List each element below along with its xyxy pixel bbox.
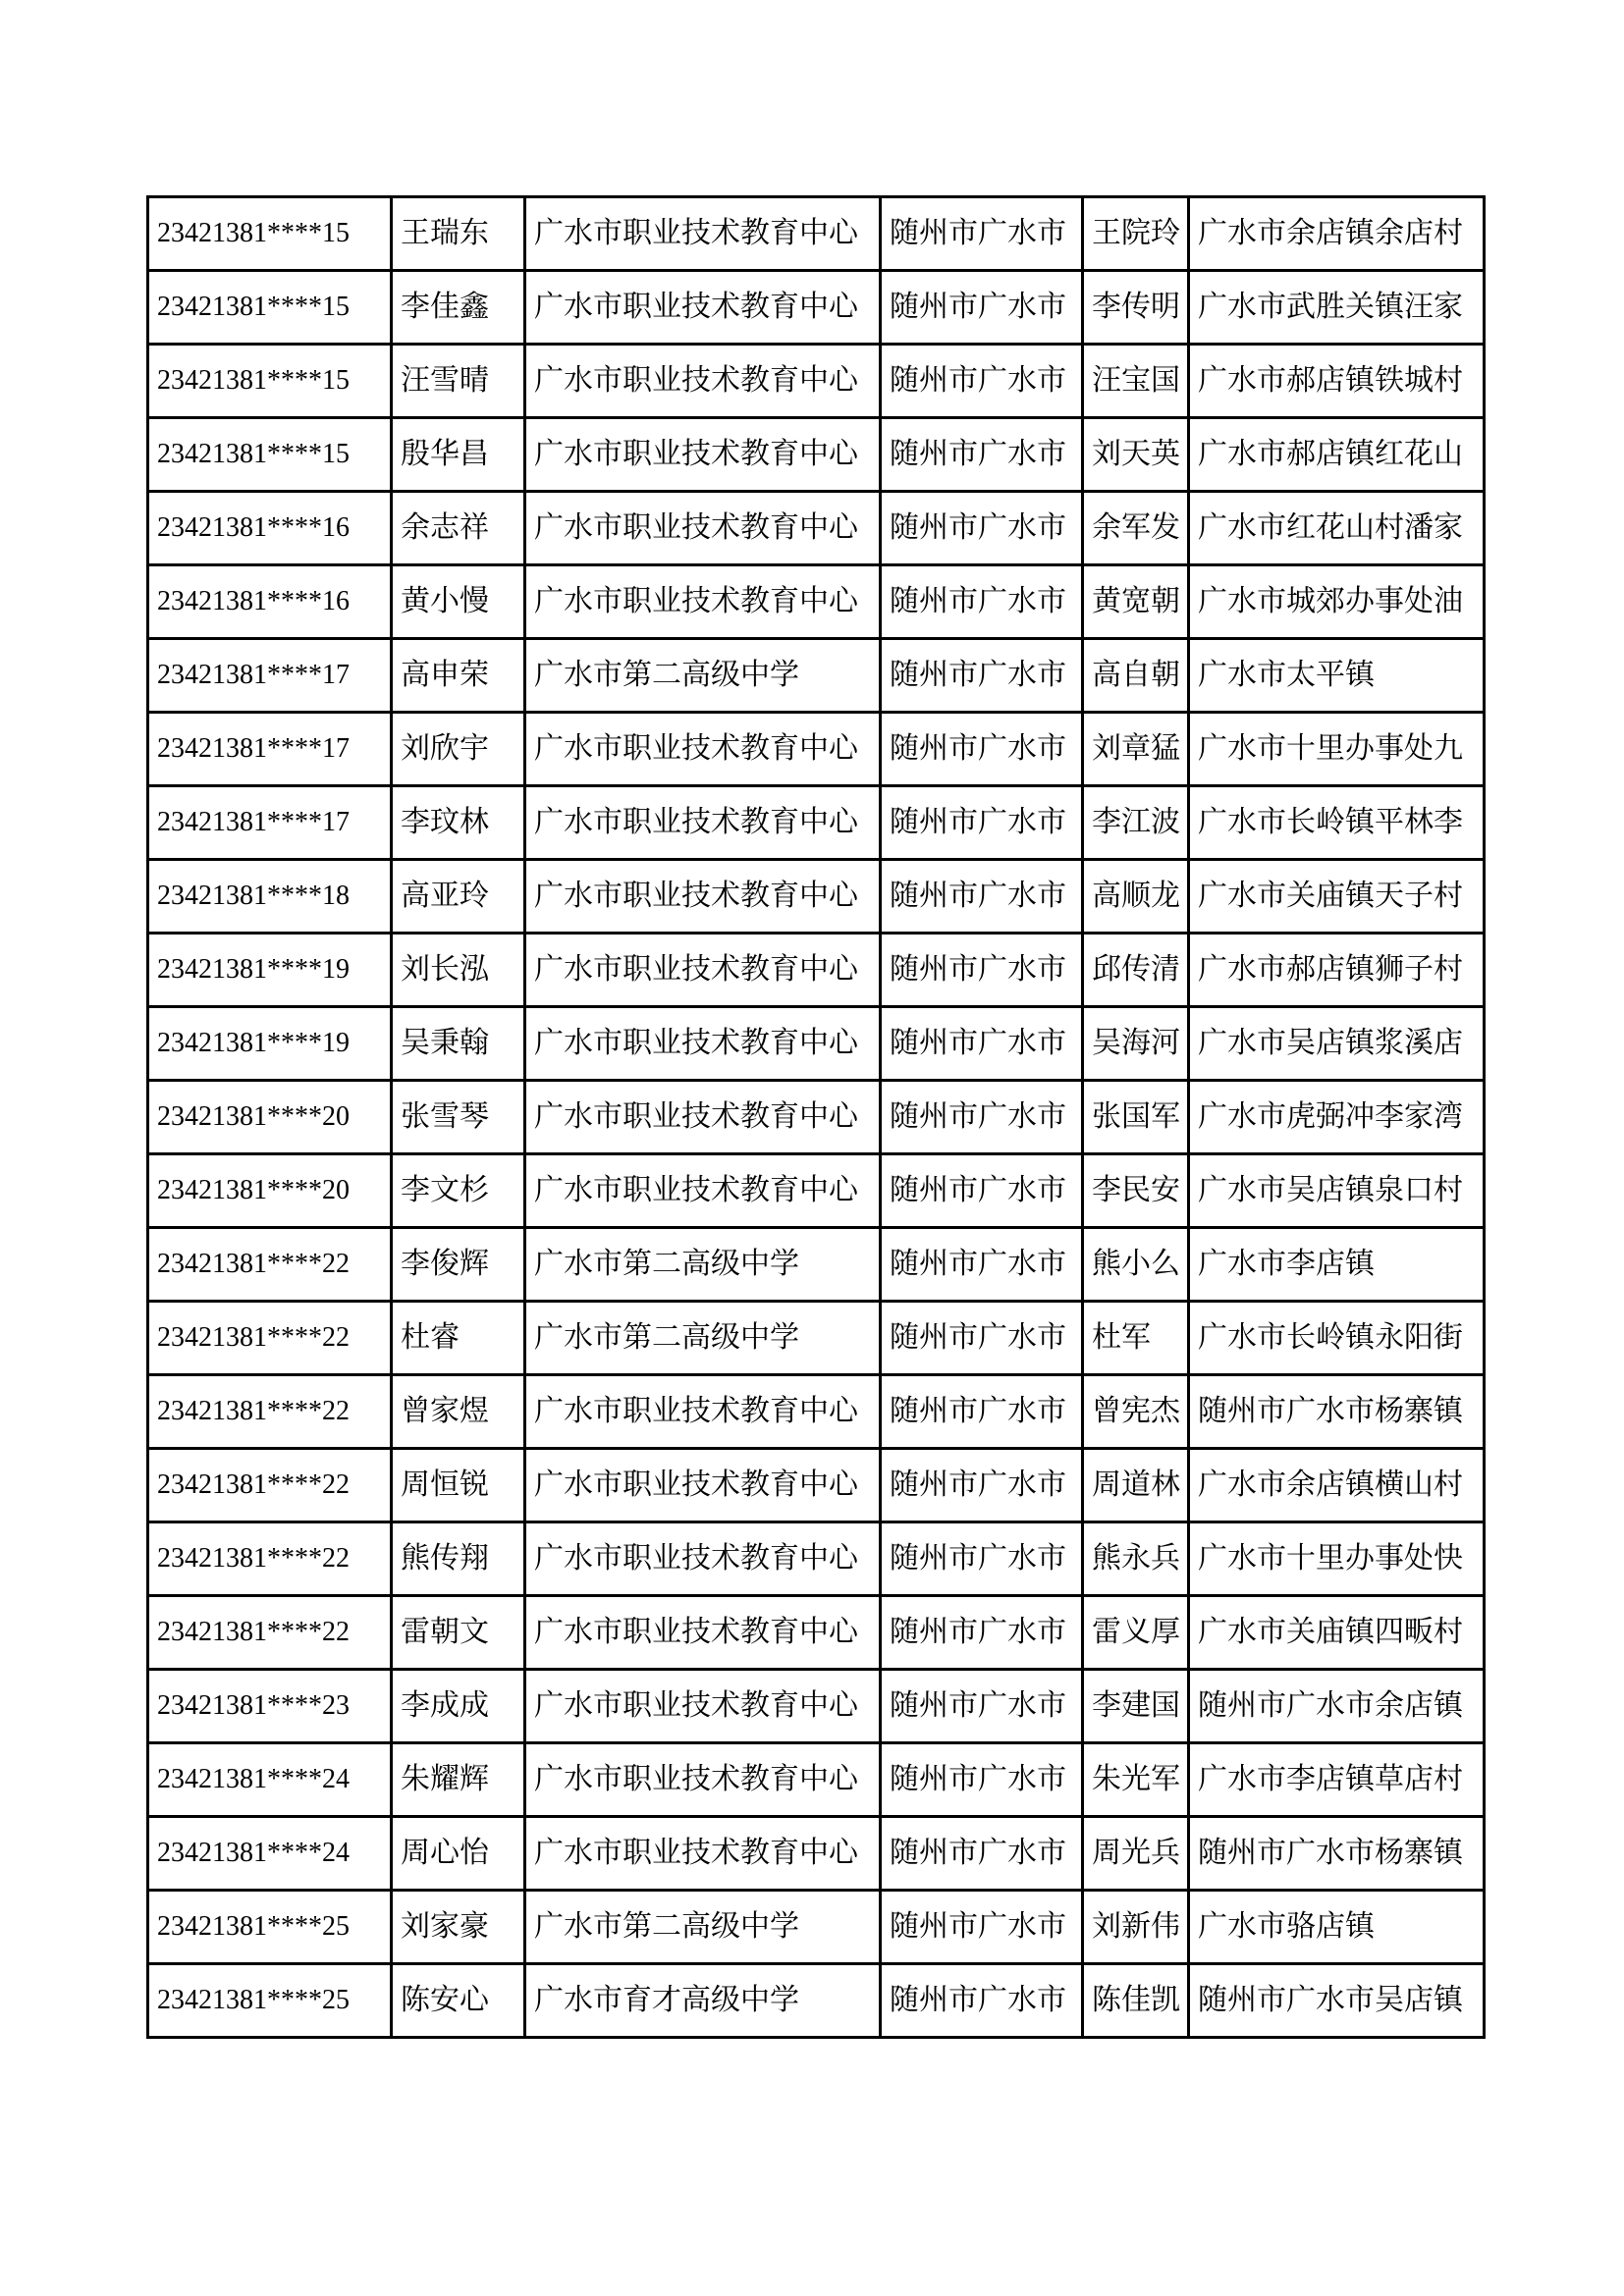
student-name-cell: 李文杉 — [392, 1154, 525, 1228]
table-row — [148, 1670, 1485, 1743]
table-row — [148, 1964, 1485, 2038]
school-cell: 广水市职业技术教育中心 — [525, 197, 881, 271]
student-name-cell: 黄小慢 — [392, 565, 525, 639]
parent-name-cell: 陈佳凯 — [1083, 1964, 1189, 2038]
table-row — [148, 639, 1485, 713]
school-cell: 广水市职业技术教育中心 — [525, 1670, 881, 1743]
id-cell: 23421381****20 — [148, 1154, 392, 1228]
table-row — [148, 1375, 1485, 1449]
table-row — [148, 1449, 1485, 1522]
region-cell: 随州市广水市 — [881, 1670, 1083, 1743]
parent-name-cell: 周光兵 — [1083, 1817, 1189, 1891]
address-cell: 广水市虎弼冲李家湾 — [1189, 1081, 1485, 1154]
school-cell: 广水市职业技术教育中心 — [525, 271, 881, 345]
address-cell: 广水市吴店镇泉口村 — [1189, 1154, 1485, 1228]
school-cell: 广水市职业技术教育中心 — [525, 1375, 881, 1449]
table-row — [148, 345, 1485, 418]
address-cell: 广水市十里办事处快 — [1189, 1522, 1485, 1596]
parent-name-cell: 刘章猛 — [1083, 713, 1189, 786]
id-cell: 23421381****25 — [148, 1891, 392, 1964]
parent-name-cell: 余军发 — [1083, 492, 1189, 565]
address-cell: 广水市长岭镇永阳街 — [1189, 1302, 1485, 1375]
region-cell: 随州市广水市 — [881, 639, 1083, 713]
school-cell: 广水市第二高级中学 — [525, 1891, 881, 1964]
student-name-cell: 王瑞东 — [392, 197, 525, 271]
address-cell: 广水市李店镇草店村 — [1189, 1743, 1485, 1817]
id-cell: 23421381****17 — [148, 786, 392, 860]
id-cell: 23421381****24 — [148, 1817, 392, 1891]
region-cell: 随州市广水市 — [881, 492, 1083, 565]
id-cell: 23421381****22 — [148, 1596, 392, 1670]
table-row — [148, 197, 1485, 271]
parent-name-cell: 邱传清 — [1083, 934, 1189, 1007]
table-row — [148, 860, 1485, 934]
address-cell: 随州市广水市余店镇 — [1189, 1670, 1485, 1743]
table-row — [148, 1007, 1485, 1081]
region-cell: 随州市广水市 — [881, 1596, 1083, 1670]
student-name-cell: 高亚玲 — [392, 860, 525, 934]
region-cell: 随州市广水市 — [881, 1817, 1083, 1891]
id-cell: 23421381****20 — [148, 1081, 392, 1154]
table-row — [148, 934, 1485, 1007]
region-cell: 随州市广水市 — [881, 345, 1083, 418]
parent-name-cell: 吴海河 — [1083, 1007, 1189, 1081]
parent-name-cell: 汪宝国 — [1083, 345, 1189, 418]
region-cell: 随州市广水市 — [881, 1302, 1083, 1375]
id-cell: 23421381****17 — [148, 713, 392, 786]
id-cell: 23421381****24 — [148, 1743, 392, 1817]
region-cell: 随州市广水市 — [881, 860, 1083, 934]
school-cell: 广水市育才高级中学 — [525, 1964, 881, 2038]
parent-name-cell: 雷义厚 — [1083, 1596, 1189, 1670]
student-name-cell: 杜睿 — [392, 1302, 525, 1375]
student-name-cell: 曾家煜 — [392, 1375, 525, 1449]
id-cell: 23421381****22 — [148, 1302, 392, 1375]
address-cell: 广水市郝店镇铁城村 — [1189, 345, 1485, 418]
id-cell: 23421381****25 — [148, 1964, 392, 2038]
region-cell: 随州市广水市 — [881, 1964, 1083, 2038]
parent-name-cell: 高顺龙 — [1083, 860, 1189, 934]
address-cell: 广水市郝店镇狮子村 — [1189, 934, 1485, 1007]
student-name-cell: 汪雪晴 — [392, 345, 525, 418]
id-cell: 23421381****17 — [148, 639, 392, 713]
region-cell: 随州市广水市 — [881, 271, 1083, 345]
table-row — [148, 1891, 1485, 1964]
table-row — [148, 713, 1485, 786]
address-cell: 广水市郝店镇红花山 — [1189, 418, 1485, 492]
parent-name-cell: 周道林 — [1083, 1449, 1189, 1522]
table-row — [148, 1596, 1485, 1670]
id-cell: 23421381****22 — [148, 1375, 392, 1449]
roster-table — [146, 195, 1486, 2039]
student-name-cell: 李俊辉 — [392, 1228, 525, 1302]
table-row — [148, 1302, 1485, 1375]
school-cell: 广水市第二高级中学 — [525, 1228, 881, 1302]
school-cell: 广水市职业技术教育中心 — [525, 345, 881, 418]
parent-name-cell: 李江波 — [1083, 786, 1189, 860]
id-cell: 23421381****22 — [148, 1449, 392, 1522]
address-cell: 随州市广水市杨寨镇 — [1189, 1375, 1485, 1449]
parent-name-cell: 朱光军 — [1083, 1743, 1189, 1817]
student-name-cell: 刘欣宇 — [392, 713, 525, 786]
id-cell: 23421381****15 — [148, 345, 392, 418]
table-row — [148, 418, 1485, 492]
student-name-cell: 朱耀辉 — [392, 1743, 525, 1817]
table-row — [148, 565, 1485, 639]
parent-name-cell: 刘天英 — [1083, 418, 1189, 492]
region-cell: 随州市广水市 — [881, 197, 1083, 271]
region-cell: 随州市广水市 — [881, 418, 1083, 492]
region-cell: 随州市广水市 — [881, 565, 1083, 639]
id-cell: 23421381****19 — [148, 934, 392, 1007]
id-cell: 23421381****15 — [148, 271, 392, 345]
school-cell: 广水市职业技术教育中心 — [525, 1154, 881, 1228]
id-cell: 23421381****19 — [148, 1007, 392, 1081]
id-cell: 23421381****22 — [148, 1522, 392, 1596]
parent-name-cell: 曾宪杰 — [1083, 1375, 1189, 1449]
school-cell: 广水市职业技术教育中心 — [525, 934, 881, 1007]
student-name-cell: 李玟林 — [392, 786, 525, 860]
student-name-cell: 李成成 — [392, 1670, 525, 1743]
parent-name-cell: 李民安 — [1083, 1154, 1189, 1228]
school-cell: 广水市第二高级中学 — [525, 1302, 881, 1375]
region-cell: 随州市广水市 — [881, 1522, 1083, 1596]
address-cell: 广水市红花山村潘家 — [1189, 492, 1485, 565]
student-name-cell: 刘长泓 — [392, 934, 525, 1007]
student-name-cell: 高申荣 — [392, 639, 525, 713]
id-cell: 23421381****22 — [148, 1228, 392, 1302]
parent-name-cell: 熊小么 — [1083, 1228, 1189, 1302]
address-cell: 随州市广水市杨寨镇 — [1189, 1817, 1485, 1891]
region-cell: 随州市广水市 — [881, 713, 1083, 786]
region-cell: 随州市广水市 — [881, 786, 1083, 860]
address-cell: 广水市余店镇横山村 — [1189, 1449, 1485, 1522]
student-name-cell: 雷朝文 — [392, 1596, 525, 1670]
id-cell: 23421381****18 — [148, 860, 392, 934]
student-name-cell: 李佳鑫 — [392, 271, 525, 345]
student-name-cell: 张雪琴 — [392, 1081, 525, 1154]
address-cell: 广水市吴店镇浆溪店 — [1189, 1007, 1485, 1081]
address-cell: 广水市李店镇 — [1189, 1228, 1485, 1302]
region-cell: 随州市广水市 — [881, 1007, 1083, 1081]
address-cell: 广水市城郊办事处油 — [1189, 565, 1485, 639]
school-cell: 广水市职业技术教育中心 — [525, 1596, 881, 1670]
parent-name-cell: 高自朝 — [1083, 639, 1189, 713]
parent-name-cell: 张国军 — [1083, 1081, 1189, 1154]
student-name-cell: 殷华昌 — [392, 418, 525, 492]
table-row — [148, 492, 1485, 565]
parent-name-cell: 王院玲 — [1083, 197, 1189, 271]
id-cell: 23421381****15 — [148, 418, 392, 492]
region-cell: 随州市广水市 — [881, 1375, 1083, 1449]
region-cell: 随州市广水市 — [881, 1081, 1083, 1154]
address-cell: 广水市余店镇余店村 — [1189, 197, 1485, 271]
region-cell: 随州市广水市 — [881, 1228, 1083, 1302]
school-cell: 广水市职业技术教育中心 — [525, 1007, 881, 1081]
table-row — [148, 786, 1485, 860]
parent-name-cell: 熊永兵 — [1083, 1522, 1189, 1596]
region-cell: 随州市广水市 — [881, 1154, 1083, 1228]
parent-name-cell: 黄宽朝 — [1083, 565, 1189, 639]
parent-name-cell: 刘新伟 — [1083, 1891, 1189, 1964]
region-cell: 随州市广水市 — [881, 1891, 1083, 1964]
school-cell: 广水市职业技术教育中心 — [525, 1449, 881, 1522]
student-name-cell: 余志祥 — [392, 492, 525, 565]
address-cell: 广水市关庙镇天子村 — [1189, 860, 1485, 934]
school-cell: 广水市职业技术教育中心 — [525, 1743, 881, 1817]
table-row — [148, 1154, 1485, 1228]
address-cell: 广水市武胜关镇汪家 — [1189, 271, 1485, 345]
id-cell: 23421381****23 — [148, 1670, 392, 1743]
region-cell: 随州市广水市 — [881, 934, 1083, 1007]
address-cell: 广水市十里办事处九 — [1189, 713, 1485, 786]
table-row — [148, 1522, 1485, 1596]
school-cell: 广水市职业技术教育中心 — [525, 1817, 881, 1891]
roster-table-body — [148, 197, 1485, 2038]
table-row — [148, 1743, 1485, 1817]
student-name-cell: 熊传翔 — [392, 1522, 525, 1596]
table-row — [148, 1081, 1485, 1154]
student-name-cell: 刘家豪 — [392, 1891, 525, 1964]
school-cell: 广水市职业技术教育中心 — [525, 492, 881, 565]
address-cell: 随州市广水市吴店镇 — [1189, 1964, 1485, 2038]
school-cell: 广水市职业技术教育中心 — [525, 786, 881, 860]
school-cell: 广水市职业技术教育中心 — [525, 418, 881, 492]
id-cell: 23421381****16 — [148, 492, 392, 565]
region-cell: 随州市广水市 — [881, 1449, 1083, 1522]
student-name-cell: 吴秉翰 — [392, 1007, 525, 1081]
region-cell: 随州市广水市 — [881, 1743, 1083, 1817]
student-name-cell: 周心怡 — [392, 1817, 525, 1891]
parent-name-cell: 李建国 — [1083, 1670, 1189, 1743]
student-name-cell: 陈安心 — [392, 1964, 525, 2038]
parent-name-cell: 杜军 — [1083, 1302, 1189, 1375]
address-cell: 广水市太平镇 — [1189, 639, 1485, 713]
address-cell: 广水市关庙镇四畈村 — [1189, 1596, 1485, 1670]
id-cell: 23421381****16 — [148, 565, 392, 639]
student-name-cell: 周恒锐 — [392, 1449, 525, 1522]
address-cell: 广水市骆店镇 — [1189, 1891, 1485, 1964]
parent-name-cell: 李传明 — [1083, 271, 1189, 345]
school-cell: 广水市职业技术教育中心 — [525, 1522, 881, 1596]
id-cell: 23421381****15 — [148, 197, 392, 271]
school-cell: 广水市职业技术教育中心 — [525, 860, 881, 934]
school-cell: 广水市职业技术教育中心 — [525, 565, 881, 639]
table-row — [148, 271, 1485, 345]
school-cell: 广水市职业技术教育中心 — [525, 713, 881, 786]
school-cell: 广水市第二高级中学 — [525, 639, 881, 713]
address-cell: 广水市长岭镇平林李 — [1189, 786, 1485, 860]
table-row — [148, 1817, 1485, 1891]
table-row — [148, 1228, 1485, 1302]
school-cell: 广水市职业技术教育中心 — [525, 1081, 881, 1154]
